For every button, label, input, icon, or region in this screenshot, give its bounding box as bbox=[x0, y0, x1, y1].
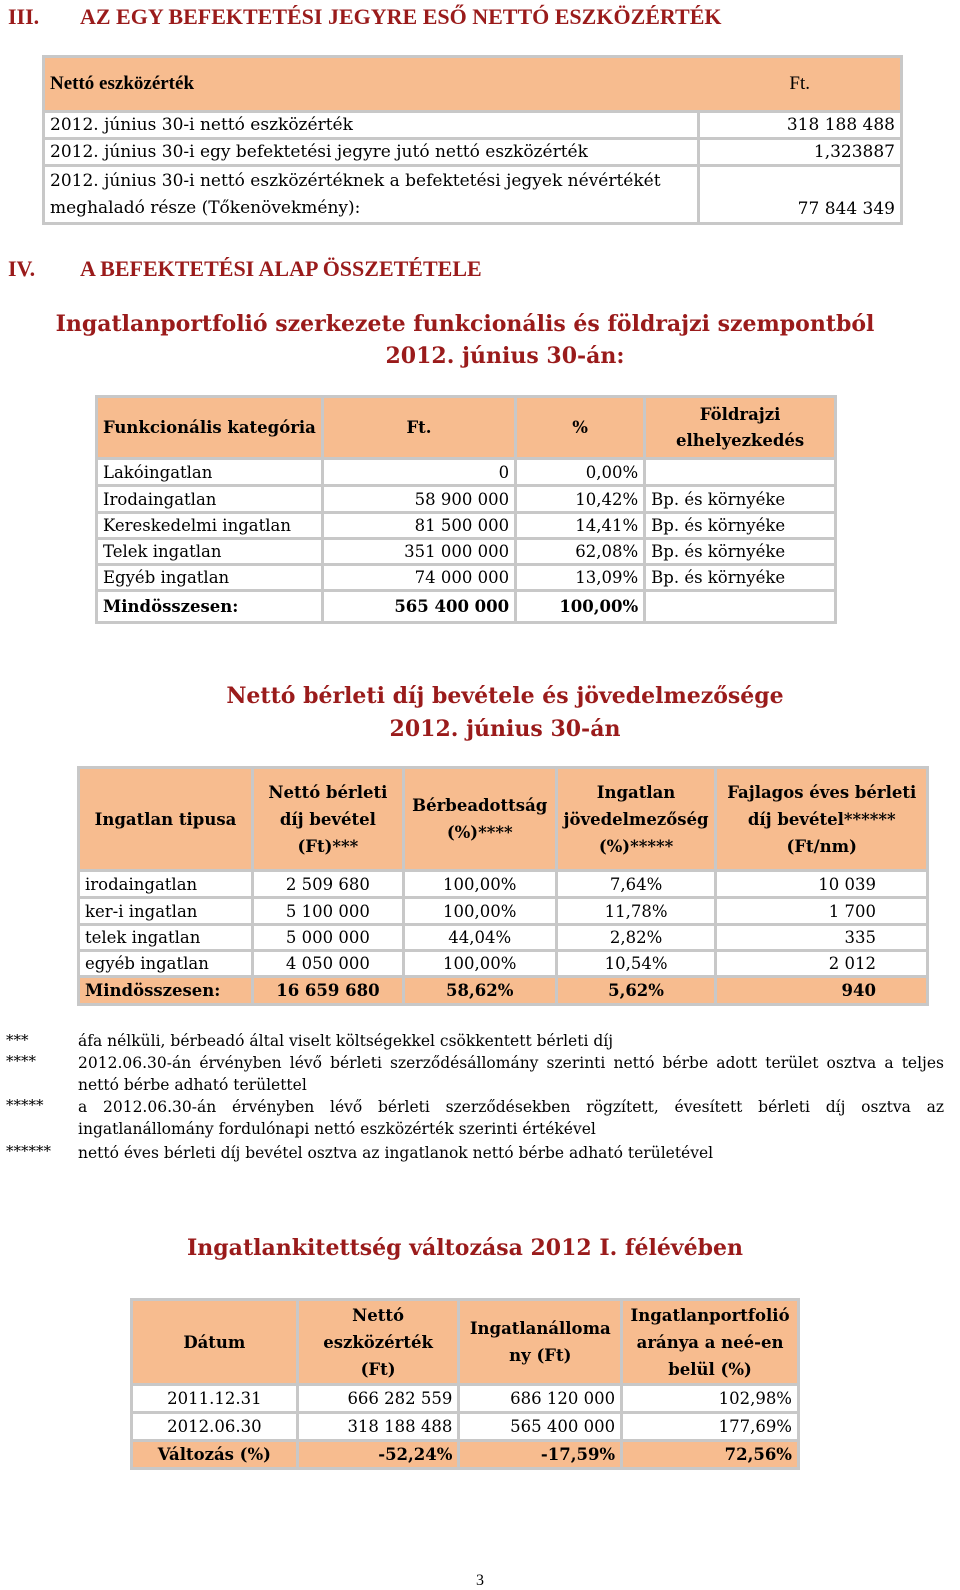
cell-pct: 10,42% bbox=[516, 486, 645, 513]
cell-geo: Bp. és környéke bbox=[645, 486, 836, 513]
cell-yield: 2,82% bbox=[556, 925, 716, 951]
col-header-stock-line1: Ingatlanálloma bbox=[469, 1319, 611, 1338]
cell-stock: -17,59% bbox=[459, 1441, 622, 1469]
portfolio-table-header bbox=[97, 397, 836, 459]
col-header-category: Funkcionális kategória bbox=[97, 397, 323, 459]
col-header-occupancy-line2: (%)**** bbox=[446, 823, 513, 842]
footnote-text: a 2012.06.30-án érvényben lévő bérleti szerződésekben rögzített, évesített bérleti díj osztva az ingatlanállomány fordulónapi nettó eszközérték szerinti értékével bbox=[78, 1098, 944, 1138]
cell-date: 2011.12.31 bbox=[132, 1385, 298, 1413]
table-row bbox=[132, 1385, 799, 1413]
cell-specific: 335 bbox=[716, 925, 928, 951]
nav-row-value: 1,323887 bbox=[699, 139, 902, 166]
table-row bbox=[79, 951, 928, 977]
col-header-specific-line1: Fajlagos éves bérleti bbox=[727, 782, 917, 802]
table-total-row bbox=[132, 1441, 799, 1469]
col-header-nav bbox=[297, 1300, 459, 1385]
cell-pct: 13,09% bbox=[516, 565, 645, 591]
table-row bbox=[79, 871, 928, 898]
rental-title-line1: Nettó bérleti díj bevétele és jövedelmezősége bbox=[226, 683, 784, 709]
cell-occupancy: 100,00% bbox=[403, 871, 556, 898]
cell-ratio: 72,56% bbox=[622, 1441, 799, 1469]
col-header-yield-line2: jövedelmezőség bbox=[563, 809, 709, 829]
section-title: AZ EGY BEFEKTETÉSI JEGYRE ESŐ NETTÓ ESZKÖZÉRTÉK bbox=[80, 4, 722, 29]
cell-revenue: 5 100 000 bbox=[252, 898, 403, 925]
cell-specific: 2 012 bbox=[716, 951, 928, 977]
col-header-ft: Ft. bbox=[322, 397, 515, 459]
col-header-yield bbox=[556, 768, 716, 871]
portfolio-table bbox=[95, 395, 837, 624]
cell-category: Kereskedelmi ingatlan bbox=[97, 513, 323, 539]
cell-ft: 74 000 000 bbox=[322, 565, 515, 591]
col-header-date: Dátum bbox=[132, 1300, 298, 1385]
nav-header-label: Nettó eszközérték bbox=[44, 57, 699, 112]
cell-ft: 81 500 000 bbox=[322, 513, 515, 539]
portfolio-title-line1: Ingatlanportfolió szerkezete funkcionális és földrajzi szempontból bbox=[55, 311, 875, 337]
cell-occupancy: 100,00% bbox=[403, 898, 556, 925]
cell-occupancy: 100,00% bbox=[403, 951, 556, 977]
cell-specific: 940 bbox=[716, 977, 928, 1005]
rental-table bbox=[77, 766, 929, 1006]
table-row bbox=[44, 166, 902, 224]
cell-category: Irodaingatlan bbox=[97, 486, 323, 513]
cell-category: Lakóingatlan bbox=[97, 459, 323, 486]
page-number: 3 bbox=[476, 1572, 484, 1589]
col-header-specific-line2: díj bevétel****** bbox=[747, 809, 896, 829]
cell-geo: Bp. és környéke bbox=[645, 565, 836, 591]
table-row bbox=[79, 925, 928, 951]
footnote-text: nettó éves bérleti díj bevétel osztva az ingatlanok nettó bérbe adható területével bbox=[78, 1144, 714, 1162]
cell-geo bbox=[645, 459, 836, 486]
cell-specific: 1 700 bbox=[716, 898, 928, 925]
cell-specific: 10 039 bbox=[716, 871, 928, 898]
cell-category: Egyéb ingatlan bbox=[97, 565, 323, 591]
nav-table bbox=[42, 55, 903, 225]
cell-type: telek ingatlan bbox=[79, 925, 253, 951]
col-header-yield-line1: Ingatlan bbox=[596, 782, 676, 802]
col-header-ratio-line2: aránya a neé-en bbox=[636, 1332, 784, 1352]
cell-nav: 318 188 488 bbox=[297, 1413, 459, 1441]
nav-row-value: 77 844 349 bbox=[699, 166, 902, 224]
col-header-ratio-line1: Ingatlanportfolió bbox=[630, 1305, 790, 1325]
nav-table-header bbox=[44, 57, 902, 112]
nav-row-label bbox=[44, 166, 699, 224]
col-header-stock bbox=[459, 1300, 622, 1385]
portfolio-title-line2: 2012. június 30-án: bbox=[385, 343, 625, 369]
col-header-occupancy bbox=[403, 768, 556, 871]
cell-revenue: 16 659 680 bbox=[252, 977, 403, 1005]
col-header-ratio-line3: belül (%) bbox=[668, 1359, 752, 1379]
col-header-revenue bbox=[252, 768, 403, 871]
col-header-geo-line2: elhelyezkedés bbox=[675, 430, 805, 450]
nav-row-label-line2: meghaladó része (Tőkenövekmény): bbox=[50, 197, 361, 218]
table-row bbox=[44, 139, 902, 166]
cell-revenue: 2 509 680 bbox=[252, 871, 403, 898]
col-header-revenue-line2: díj bevétel bbox=[279, 809, 376, 829]
cell-revenue: 4 050 000 bbox=[252, 951, 403, 977]
nav-row-label-line1: 2012. június 30-i nettó eszközértéknek a befektetési jegyek névértékét bbox=[50, 170, 661, 191]
cell-occupancy: 44,04% bbox=[403, 925, 556, 951]
cell-date: Változás (%) bbox=[132, 1441, 298, 1469]
col-header-nav-line3: (Ft) bbox=[360, 1359, 396, 1379]
col-header-nav-line2: eszközérték bbox=[323, 1332, 433, 1352]
table-row bbox=[79, 898, 928, 925]
col-header-geo bbox=[645, 397, 836, 459]
col-header-nav-line1: Nettó bbox=[352, 1305, 404, 1325]
table-row bbox=[97, 565, 836, 591]
cell-ft: 565 400 000 bbox=[322, 591, 515, 623]
cell-pct: 0,00% bbox=[516, 459, 645, 486]
footnote-text: 2012.06.30-án érvényben lévő bérleti szerződésállomány szerinti nettó bérbe adott terület osztva a teljes nettó bérbe adható területtel bbox=[78, 1054, 944, 1094]
cell-nav: 666 282 559 bbox=[297, 1385, 459, 1413]
table-row bbox=[97, 539, 836, 565]
col-header-geo-line1: Földrajzi bbox=[699, 404, 781, 424]
footnote-mark: *** bbox=[6, 1031, 29, 1049]
rental-title-line2: 2012. június 30-án bbox=[389, 716, 621, 742]
nav-row-label: 2012. június 30-i egy befektetési jegyre jutó nettó eszközérték bbox=[44, 139, 699, 166]
col-header-revenue-line3: (Ft)*** bbox=[297, 836, 359, 856]
exposure-title: Ingatlankitettség változása 2012 I. félévében bbox=[187, 1235, 743, 1261]
footnote-text: áfa nélküli, bérbeadó által viselt költségekkel csökkentett bérleti díj bbox=[78, 1032, 614, 1050]
cell-category: Mindösszesen: bbox=[97, 591, 323, 623]
cell-type: Mindösszesen: bbox=[79, 977, 253, 1005]
cell-nav: -52,24% bbox=[297, 1441, 459, 1469]
table-row bbox=[97, 486, 836, 513]
table-row bbox=[97, 513, 836, 539]
cell-geo-empty bbox=[645, 591, 836, 623]
col-header-ratio bbox=[622, 1300, 799, 1385]
col-header-occupancy-line1: Bérbeadottság bbox=[412, 796, 548, 815]
footnote-mark: ***** bbox=[6, 1096, 44, 1114]
rental-table-header bbox=[79, 768, 928, 871]
cell-pct: 62,08% bbox=[516, 539, 645, 565]
col-header-specific-line3: (Ft/nm) bbox=[786, 836, 857, 856]
cell-revenue: 5 000 000 bbox=[252, 925, 403, 951]
cell-yield: 10,54% bbox=[556, 951, 716, 977]
cell-type: irodaingatlan bbox=[79, 871, 253, 898]
cell-date: 2012.06.30 bbox=[132, 1413, 298, 1441]
nav-row-label: 2012. június 30-i nettó eszközérték bbox=[44, 112, 699, 139]
cell-yield: 7,64% bbox=[556, 871, 716, 898]
cell-geo: Bp. és környéke bbox=[645, 539, 836, 565]
cell-geo: Bp. és környéke bbox=[645, 513, 836, 539]
cell-ft: 0 bbox=[322, 459, 515, 486]
col-header-revenue-line1: Nettó bérleti bbox=[268, 782, 388, 802]
table-row bbox=[97, 459, 836, 486]
nav-header-unit: Ft. bbox=[699, 57, 902, 112]
exposure-table bbox=[130, 1298, 800, 1470]
cell-category: Telek ingatlan bbox=[97, 539, 323, 565]
cell-ft: 58 900 000 bbox=[322, 486, 515, 513]
table-row bbox=[44, 112, 902, 139]
cell-pct: 14,41% bbox=[516, 513, 645, 539]
cell-stock: 686 120 000 bbox=[459, 1385, 622, 1413]
col-header-specific bbox=[716, 768, 928, 871]
cell-yield: 5,62% bbox=[556, 977, 716, 1005]
cell-type: egyéb ingatlan bbox=[79, 951, 253, 977]
table-row bbox=[132, 1413, 799, 1441]
section-number: IV. bbox=[8, 256, 36, 281]
col-header-stock-line2: ny (Ft) bbox=[509, 1346, 572, 1365]
section-title: A BEFEKTETÉSI ALAP ÖSSZETÉTELE bbox=[80, 256, 482, 281]
table-total-row bbox=[79, 977, 928, 1005]
cell-type: ker-i ingatlan bbox=[79, 898, 253, 925]
cell-occupancy: 58,62% bbox=[403, 977, 556, 1005]
footnote-mark: ****** bbox=[6, 1142, 51, 1160]
table-total-row bbox=[97, 591, 836, 623]
cell-yield: 11,78% bbox=[556, 898, 716, 925]
col-header-type: Ingatlan tipusa bbox=[79, 768, 253, 871]
exposure-table-header bbox=[132, 1300, 799, 1385]
cell-ft: 351 000 000 bbox=[322, 539, 515, 565]
cell-stock: 565 400 000 bbox=[459, 1413, 622, 1441]
cell-pct: 100,00% bbox=[516, 591, 645, 623]
col-header-yield-line3: (%)***** bbox=[598, 836, 674, 856]
footnote-mark: **** bbox=[6, 1052, 36, 1070]
section-number: III. bbox=[8, 4, 40, 29]
cell-ratio: 102,98% bbox=[622, 1385, 799, 1413]
cell-ratio: 177,69% bbox=[622, 1413, 799, 1441]
nav-row-value: 318 188 488 bbox=[699, 112, 902, 139]
col-header-pct: % bbox=[516, 397, 645, 459]
